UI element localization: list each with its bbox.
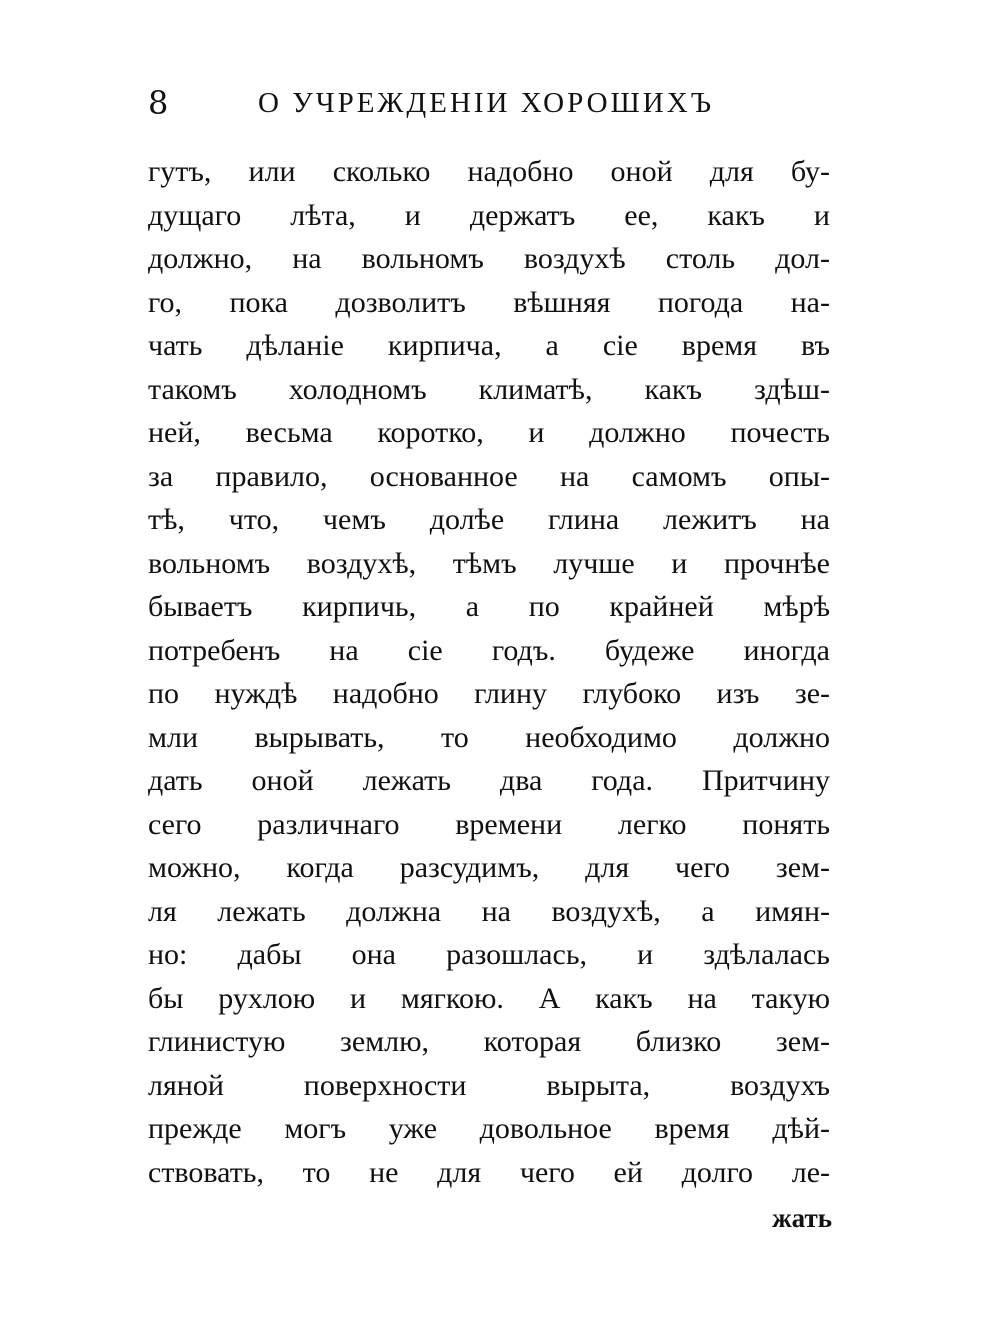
text-line: бы рухлою и мягкою. А какъ на такую [148, 981, 830, 1015]
page-number: 8 [148, 84, 169, 122]
page-header [148, 78, 848, 128]
text-line: ствовать, то не для чего ей долго ле- [148, 1155, 830, 1189]
text-line: потребенъ на сіе годъ. будеже иногда [148, 633, 830, 667]
text-line: бываетъ кирпичь, а по крайней мѣрѣ [148, 590, 830, 623]
text-line: гутъ, или сколько надобно оной для бу- [148, 155, 830, 188]
text-line: дать оной лежать два года. Притчину [148, 764, 830, 797]
text-line: ней, весьма коротко, и должно почесть [148, 416, 830, 449]
text-line: по нуждѣ надобно глину глубоко изъ зе- [148, 677, 830, 710]
text-line: но: дабы она разошлась, и здѣлалась [148, 938, 830, 971]
text-line: за правило, основанное на самомъ опы- [148, 459, 830, 493]
text-line: дущаго лѣта, и держатъ ее, какъ и [148, 198, 830, 232]
text-line: чать дѣланіе кирпича, а сіе время въ [148, 329, 830, 362]
text-line: прежде могъ уже довольное время дѣй- [148, 1112, 830, 1145]
text-line: мли вырывать, то необходимо должно [148, 720, 830, 754]
catchword: жать [772, 1203, 832, 1233]
text-line: сего различнаго времени легко понять [148, 807, 830, 841]
text-line: глинистую землю, которая близко зем- [148, 1025, 830, 1058]
text-line: ля лежать должна на воздухѣ, а имян- [148, 894, 830, 928]
text-line: должно, на вольномъ воздухѣ столь дол- [148, 242, 830, 275]
text-line: тѣ, что, чемъ долѣе глина лежитъ на [148, 503, 830, 536]
text-line: го, пока дозволитъ вѣшняя погода на- [148, 285, 830, 319]
text-line: ляной поверхности вырыта, воздухъ [148, 1068, 830, 1102]
running-title: О УЧРЕЖДЕНІИ ХОРОШИХЪ [258, 87, 715, 119]
text-line: вольномъ воздухѣ, тѣмъ лучше и прочнѣе [148, 546, 830, 580]
text-line: такомъ холодномъ климатѣ, какъ здѣш- [148, 372, 830, 406]
text-line: можно, когда разсудимъ, для чего зем- [148, 851, 830, 884]
body-text [148, 150, 830, 1194]
